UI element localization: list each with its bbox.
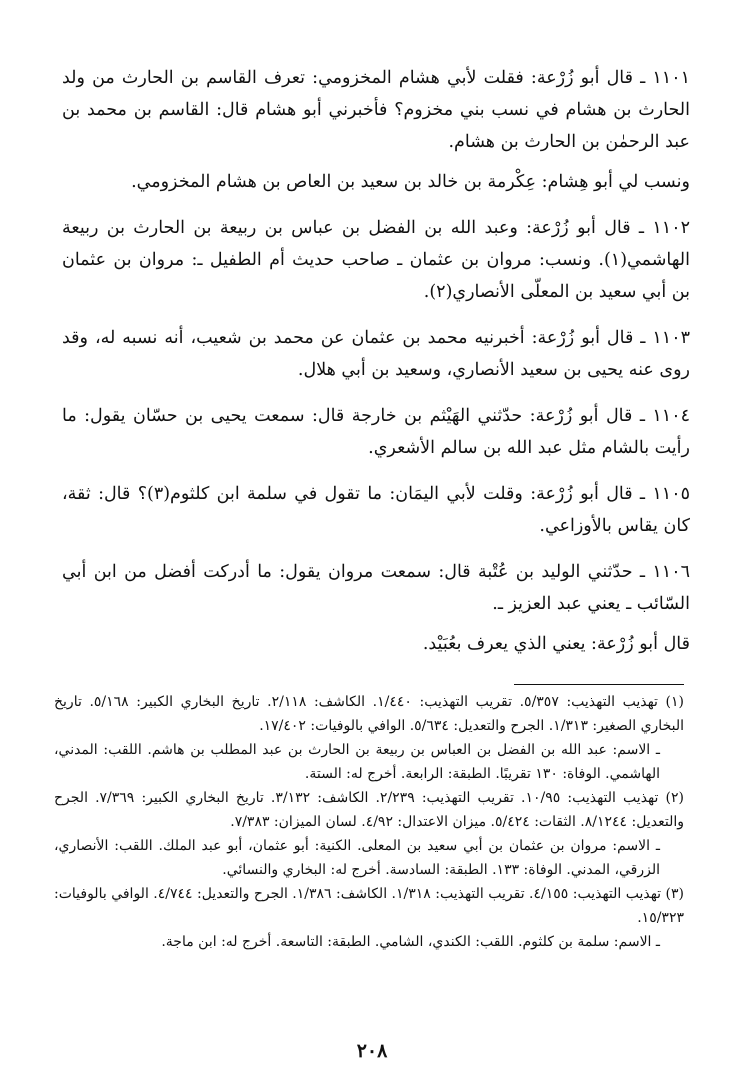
footnote-1-name: ـ الاسم: عبد الله بن الفضل بن العباس بن ربيعة بن الحارث بن عبد المطلب بن هاشم. اللقب: المدني، الهاشمي. الوفاة: ١٣٠ تقريبًا. الطبقة: الرابعة. أخرج له: الستة. [54, 742, 660, 782]
main-text [62, 62, 690, 660]
footnote-2: (٢) تهذيب التهذيب: ١٠/٩٥. تقريب التهذيب: ٢/٢٣٩. الكاشف: ٣/١٣٢. تاريخ البخاري الكبير: ٧/٣٦٩. الجرح والتعديل: ٨/١٢٤٤. الثقات: ٥/٤٢٤. ميزان الاعتدال: ٤/٩٢. لسان الميزان: ٧/٣٨٣. [54, 790, 684, 830]
entry-1103: ١١٠٣ ـ قال أبو زُرْعة: أخبرنيه محمد بن عثمان عن محمد بن شعيب، أنه نسبه له، وقد روى عنه يحيى بن سعيد الأنصاري، وسعيد بن أبي هلال. [62, 328, 690, 380]
entry-1106: ١١٠٦ ـ حدّثني الوليد بن عُتْبة قال: سمعت مروان يقول: ما أدركت أفضل من ابن أبي السّائب ـ يعني عبد العزيز ـ. [62, 562, 690, 614]
footnotes [54, 690, 684, 954]
footnote-3: (٣) تهذيب التهذيب: ٤/١٥٥. تقريب التهذيب: ١/٣١٨. الكاشف: ١/٣٨٦. الجرح والتعديل: ٤/٧٤٤. الوافي بالوفيات: ١٥/٣٢٣. [54, 886, 684, 926]
entry-1104: ١١٠٤ ـ قال أبو زُرْعة: حدّثني الهَيْثم بن خارجة قال: سمعت يحيى بن حسّان يقول: ما رأيت بالشام مثل عبد الله بن سالم الأشعري. [62, 406, 690, 458]
footnote-3-name: ـ الاسم: سلمة بن كلثوم. اللقب: الكندي، الشامي. الطبقة: التاسعة. أخرج له: ابن ماجة. [161, 934, 660, 950]
entry-1106-continuation: قال أبو زُرْعة: يعني الذي يعرف بعُبَيْد. [422, 634, 690, 654]
entry-1101: ١١٠١ ـ قال أبو زُرْعة: فقلت لأبي هشام المخزومي: تعرف القاسم بن الحارث من ولد الحارث بن هشام في نسب بني مخزوم؟ فأخبرني أبو هشام قال: القاسم بن محمد بن عبد الرحمٰن بن الحارث بن هشام. [62, 68, 690, 152]
footnote-divider [514, 684, 684, 685]
page-number: ٢٠٨ [356, 1040, 388, 1062]
entry-1105: ١١٠٥ ـ قال أبو زُرْعة: وقلت لأبي اليمَان: ما تقول في سلمة ابن كلثوم(٣)؟ قال: ثقة، كان يقاس بالأوزاعي. [62, 484, 690, 536]
footnote-2-name: ـ الاسم: مروان بن عثمان بن أبي سعيد بن المعلى. الكنية: أبو عثمان، أبو عبد الملك. اللقب: الأنصاري، الزرقي، المدني. الوفاة: ١٣٣. الطبقة: السادسة. أخرج له: البخاري والنسائي. [54, 838, 660, 878]
entry-1102: ١١٠٢ ـ قال أبو زُرْعة: وعبد الله بن الفضل بن عباس بن ربيعة بن الحارث بن ربيعة الهاشمي(١). ونسب: مروان بن عثمان ـ صاحب حديث أم الطفيل ـ: مروان بن عثمان بن أبي سعيد بن المعلّى الأنصاري(٢). [62, 218, 690, 302]
entry-1101-continuation: ونسب لي أبو هِشام: عِكْرمة بن خالد بن سعيد بن العاص بن هشام المخزومي. [131, 172, 690, 192]
footnote-1: (١) تهذيب التهذيب: ٥/٣٥٧. تقريب التهذيب: ١/٤٤٠. الكاشف: ٢/١١٨. تاريخ البخاري الكبير: ٥/١٦٨. تاريخ البخاري الصغير: ١/٣١٣. الجرح والتعديل: ٥/٦٣٤. الوافي بالوفيات: ١٧/٤٠٢. [54, 694, 684, 734]
